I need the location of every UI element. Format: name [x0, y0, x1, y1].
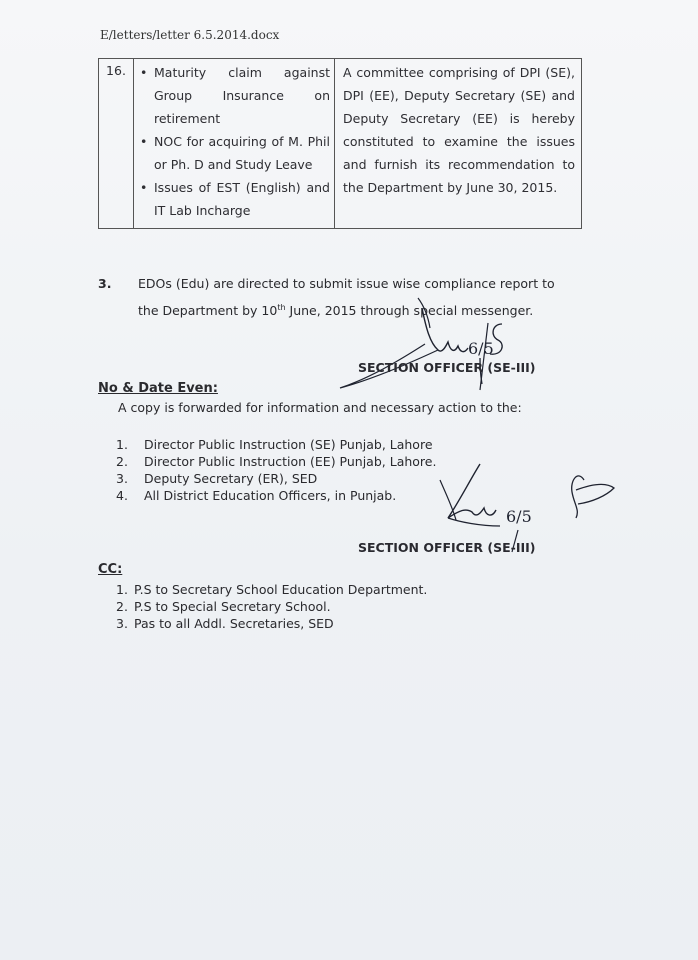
row-number: 16. — [99, 59, 134, 229]
table-row — [99, 59, 582, 229]
list-item: • Maturity claim against Group Insurance on retirement — [134, 61, 330, 130]
signature-date-2: 6/5 — [506, 507, 532, 526]
list-item: 2. Director Public Instruction (EE) Punjab, Lahore. — [116, 454, 437, 469]
list-item: 1. P.S to Secretary School Education Department. — [116, 582, 428, 597]
signature-date-1: 6/5 — [468, 339, 494, 358]
list-item: 2. P.S to Special Secretary School. — [116, 599, 331, 614]
signature-title-2: SECTION OFFICER (SE-III) — [358, 540, 536, 555]
cc-list — [116, 581, 427, 632]
list-item: 3. Deputy Secretary (ER), SED — [116, 471, 318, 486]
no-date-even-heading: No & Date Even: — [98, 381, 218, 396]
paragraph-3 — [98, 272, 578, 323]
list-item: • NOC for acquiring of M. Phil or Ph. D and Study Leave — [134, 130, 330, 176]
list-item: 1. Director Public Instruction (SE) Punjab, Lahore — [116, 437, 433, 452]
bullet-icon: • — [140, 180, 148, 195]
copy-forward-text: A copy is forwarded for information and necessary action to the: — [118, 400, 522, 415]
signature-title-1: SECTION OFFICER (SE-III) — [358, 360, 536, 375]
action-cell — [335, 59, 582, 229]
file-path-header: E/letters/letter 6.5.2014.docx — [100, 28, 280, 42]
issues-table — [98, 58, 582, 229]
bullet-icon: • — [140, 65, 148, 80]
action-text: A committee comprising of DPI (SE), DPI (EE), Deputy Secretary (SE) and Deputy Secretary (EE) is hereby constituted to examine the issues and furnish its recommendation to the Department by June 30, 2015. — [343, 65, 575, 195]
cc-heading: CC: — [98, 562, 123, 577]
paragraph-number: 3. — [98, 276, 112, 291]
list-item: 4. All District Education Officers, in Punjab. — [116, 488, 397, 503]
list-item: 3. Pas to all Addl. Secretaries, SED — [116, 616, 334, 631]
list-item: • Issues of EST (English) and IT Lab Incharge — [134, 176, 330, 222]
paragraph-text: EDOs (Edu) are directed to submit issue wise compliance report to the Department by 10th June, 2015 through special messenger. — [138, 276, 555, 319]
issues-cell — [134, 59, 335, 229]
distribution-list — [116, 436, 436, 504]
bullet-icon: • — [140, 134, 148, 149]
